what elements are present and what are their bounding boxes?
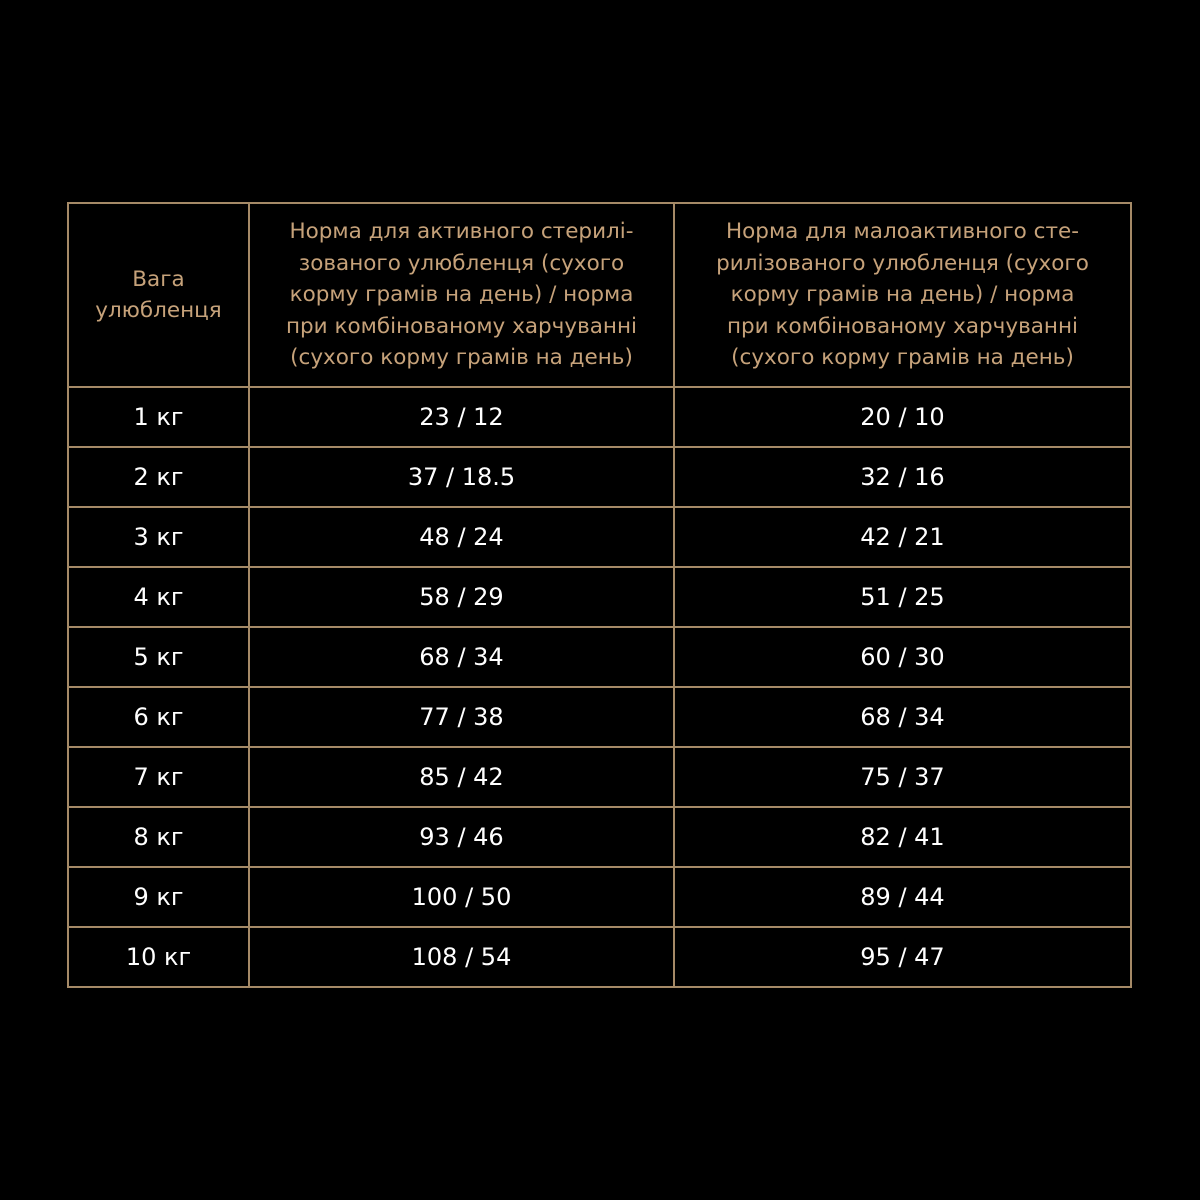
- header-low-active: [674, 203, 1131, 387]
- cell-low-active: 89 / 44: [674, 867, 1131, 927]
- cell-low-active: 42 / 21: [674, 507, 1131, 567]
- cell-weight: 1 кг: [68, 387, 249, 447]
- cell-weight: 3 кг: [68, 507, 249, 567]
- cell-active: 37 / 18.5: [249, 447, 674, 507]
- cell-low-active: 51 / 25: [674, 567, 1131, 627]
- header-weight-line: улюбленця: [95, 298, 222, 323]
- table-row: [68, 507, 1131, 567]
- header-low-active-line: при комбінованому харчуванні: [726, 313, 1079, 339]
- cell-active: 77 / 38: [249, 687, 674, 747]
- cell-active: 68 / 34: [249, 627, 674, 687]
- cell-weight: 7 кг: [68, 747, 249, 807]
- cell-active: 23 / 12: [249, 387, 674, 447]
- cell-weight: 2 кг: [68, 447, 249, 507]
- cell-low-active: 60 / 30: [674, 627, 1131, 687]
- header-weight: [68, 203, 249, 387]
- cell-low-active: 95 / 47: [674, 927, 1131, 987]
- table-row: [68, 747, 1131, 807]
- cell-weight: 9 кг: [68, 867, 249, 927]
- cell-active: 93 / 46: [249, 807, 674, 867]
- header-low-active-line: (сухого корму грамів на день): [731, 345, 1074, 371]
- cell-low-active: 68 / 34: [674, 687, 1131, 747]
- cell-weight: 5 кг: [68, 627, 249, 687]
- header-active-line: (сухого корму грамів на день): [290, 345, 633, 371]
- header-low-active-line: Норма для малоактивного сте-: [725, 219, 1080, 245]
- table-row: [68, 927, 1131, 987]
- table-row: [68, 567, 1131, 627]
- header-low-active-line: рилізованого улюбленця (сухого: [716, 250, 1089, 276]
- cell-active: 85 / 42: [249, 747, 674, 807]
- header-active-line: корму грамів на день) / норма: [289, 282, 634, 308]
- header-active-line: Норма для активного стерилі-: [289, 219, 634, 245]
- table-row: [68, 387, 1131, 447]
- table-row: [68, 447, 1131, 507]
- cell-low-active: 75 / 37: [674, 747, 1131, 807]
- cell-low-active: 32 / 16: [674, 447, 1131, 507]
- header-active-line: при комбінованому харчуванні: [285, 313, 638, 339]
- header-active-line: зованого улюбленця (сухого: [298, 250, 625, 276]
- cell-low-active: 20 / 10: [674, 387, 1131, 447]
- cell-active: 48 / 24: [249, 507, 674, 567]
- feeding-table: [67, 202, 1132, 988]
- cell-low-active: 82 / 41: [674, 807, 1131, 867]
- table-row: [68, 627, 1131, 687]
- header-active: [249, 203, 674, 387]
- cell-weight: 10 кг: [68, 927, 249, 987]
- cell-active: 58 / 29: [249, 567, 674, 627]
- header-weight-line: Вага: [132, 266, 185, 292]
- cell-weight: 6 кг: [68, 687, 249, 747]
- header-low-active-line: корму грамів на день) / норма: [730, 282, 1075, 308]
- cell-active: 108 / 54: [249, 927, 674, 987]
- header-row: [68, 203, 1131, 387]
- table-row: [68, 687, 1131, 747]
- table-row: [68, 867, 1131, 927]
- cell-weight: 8 кг: [68, 807, 249, 867]
- cell-weight: 4 кг: [68, 567, 249, 627]
- cell-active: 100 / 50: [249, 867, 674, 927]
- table-row: [68, 807, 1131, 867]
